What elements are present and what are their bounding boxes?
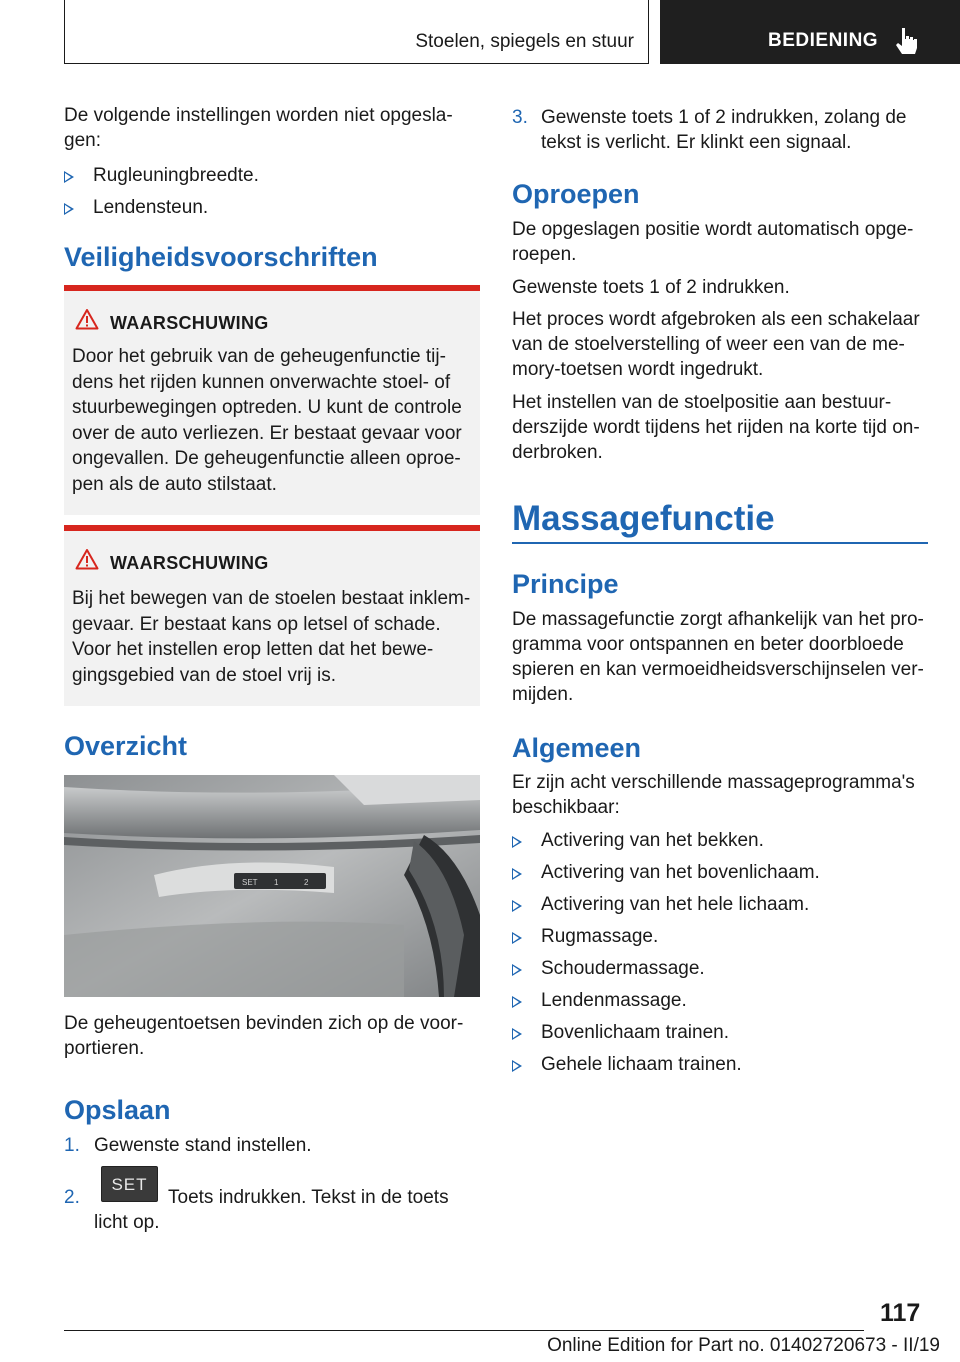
save-heading: Opslaan bbox=[64, 1095, 171, 1125]
chapter-title: BEDIENING bbox=[768, 30, 879, 51]
general-heading: Algemeen bbox=[512, 733, 642, 763]
recall-text: derbroken. bbox=[512, 442, 603, 463]
intro-line-1: De volgende instellingen worden niet opgesla- bbox=[64, 105, 453, 126]
step-text-cont: tekst is verlicht. Er klinkt een signaal. bbox=[541, 132, 852, 153]
general-text: beschikbaar: bbox=[512, 797, 620, 818]
principle-text: spieren en kan vermoeidheidsverschijnselen ver- bbox=[512, 659, 924, 680]
triangle-bullet-icon bbox=[512, 836, 522, 848]
recall-heading: Oproepen bbox=[512, 179, 640, 209]
step-number: 1. bbox=[64, 1135, 80, 1156]
triangle-bullet-icon bbox=[512, 868, 522, 880]
triangle-bullet-icon bbox=[512, 932, 522, 944]
overview-text-2: portieren. bbox=[64, 1038, 145, 1059]
pointing-hand-icon bbox=[893, 26, 919, 56]
door-memory-buttons-image bbox=[64, 775, 480, 997]
header-chapter-tab bbox=[660, 0, 960, 64]
header-section-tab bbox=[64, 0, 649, 64]
triangle-bullet-icon bbox=[512, 900, 522, 912]
section-title: Stoelen, spiegels en stuur bbox=[415, 31, 634, 52]
triangle-bullet-icon bbox=[512, 996, 522, 1008]
recall-text: mory-toetsen wordt ingedrukt. bbox=[512, 359, 764, 380]
warning-triangle-icon bbox=[75, 548, 99, 570]
safety-heading: Veiligheidsvoorschriften bbox=[64, 242, 378, 272]
step-number: 2. bbox=[64, 1187, 80, 1208]
triangle-bullet-icon bbox=[64, 171, 74, 183]
principle-text: De massagefunctie zorgt afhankelijk van het pro- bbox=[512, 609, 924, 630]
overview-text-1: De geheugentoetsen bevinden zich op de voor- bbox=[64, 1013, 464, 1034]
recall-text: Het instellen van de stoelpositie aan bestuur- bbox=[512, 392, 892, 413]
principle-text: mijden. bbox=[512, 684, 574, 705]
set-key-icon: SET bbox=[101, 1166, 158, 1202]
footer-rule bbox=[64, 1330, 864, 1331]
triangle-bullet-icon bbox=[512, 1060, 522, 1072]
general-text: Er zijn acht verschillende massageprogramma's bbox=[512, 772, 915, 793]
recall-text: derszijde wordt tijdens het rijden na korte tijd on- bbox=[512, 417, 920, 438]
image-key-set: SET bbox=[242, 878, 258, 887]
step-text-cont: licht op. bbox=[94, 1212, 160, 1233]
image-key-1: 1 bbox=[274, 878, 279, 887]
warning-text: Door het gebruik van de geheugenfunctie tij- dens het rijden kunnen onverwachte stoel- of stuurbewegingen optreden. U kunt de controle over de auto verliezen. Er bestaat gevaar voor ongevallen. De geheugenfunctie alleen oproe- pen als de auto stilstaat. bbox=[72, 346, 462, 495]
intro-line-2: gen: bbox=[64, 130, 101, 151]
recall-text: roepen. bbox=[512, 244, 577, 265]
principle-heading: Principe bbox=[512, 569, 619, 599]
step-text: Toets indrukken. Tekst in de toets bbox=[168, 1187, 449, 1208]
massage-heading: Massagefunctie bbox=[512, 499, 775, 538]
image-key-2: 2 bbox=[304, 878, 309, 887]
overview-heading: Overzicht bbox=[64, 731, 188, 761]
principle-text: gramma voor ontspannen en beter doorbloede bbox=[512, 634, 904, 655]
warning-text: Bij het bewegen van de stoelen bestaat inklem- gevaar. Er bestaat kans op letsel of schade. Voor het instellen erop letten dat het bewe- gingsgebied van de stoel vrij is. bbox=[72, 588, 471, 686]
triangle-bullet-icon bbox=[512, 964, 522, 976]
page-number: 117 bbox=[880, 1299, 921, 1327]
recall-text: van de stoelverstelling of weer een van de me- bbox=[512, 334, 905, 355]
step-number: 3. bbox=[512, 107, 528, 128]
recall-text: De opgeslagen positie wordt automatisch opge- bbox=[512, 219, 914, 240]
recall-text: Het proces wordt afgebroken als een schakelaar bbox=[512, 309, 920, 330]
warning-title: WAARSCHUWING bbox=[110, 313, 269, 333]
step-text: Gewenste stand instellen. bbox=[94, 1135, 312, 1156]
warning-box bbox=[64, 285, 480, 515]
warning-triangle-icon bbox=[75, 308, 99, 330]
triangle-bullet-icon bbox=[512, 1028, 522, 1040]
recall-text: Gewenste toets 1 of 2 indrukken. bbox=[512, 277, 790, 298]
warning-title: WAARSCHUWING bbox=[110, 553, 269, 573]
step-text: Gewenste toets 1 of 2 indrukken, zolang de bbox=[541, 107, 907, 128]
heading-rule bbox=[512, 542, 928, 544]
triangle-bullet-icon bbox=[64, 203, 74, 215]
warning-box bbox=[64, 525, 480, 706]
edition-note: Online Edition for Part no. 01402720673 - II/19 bbox=[547, 1335, 940, 1356]
